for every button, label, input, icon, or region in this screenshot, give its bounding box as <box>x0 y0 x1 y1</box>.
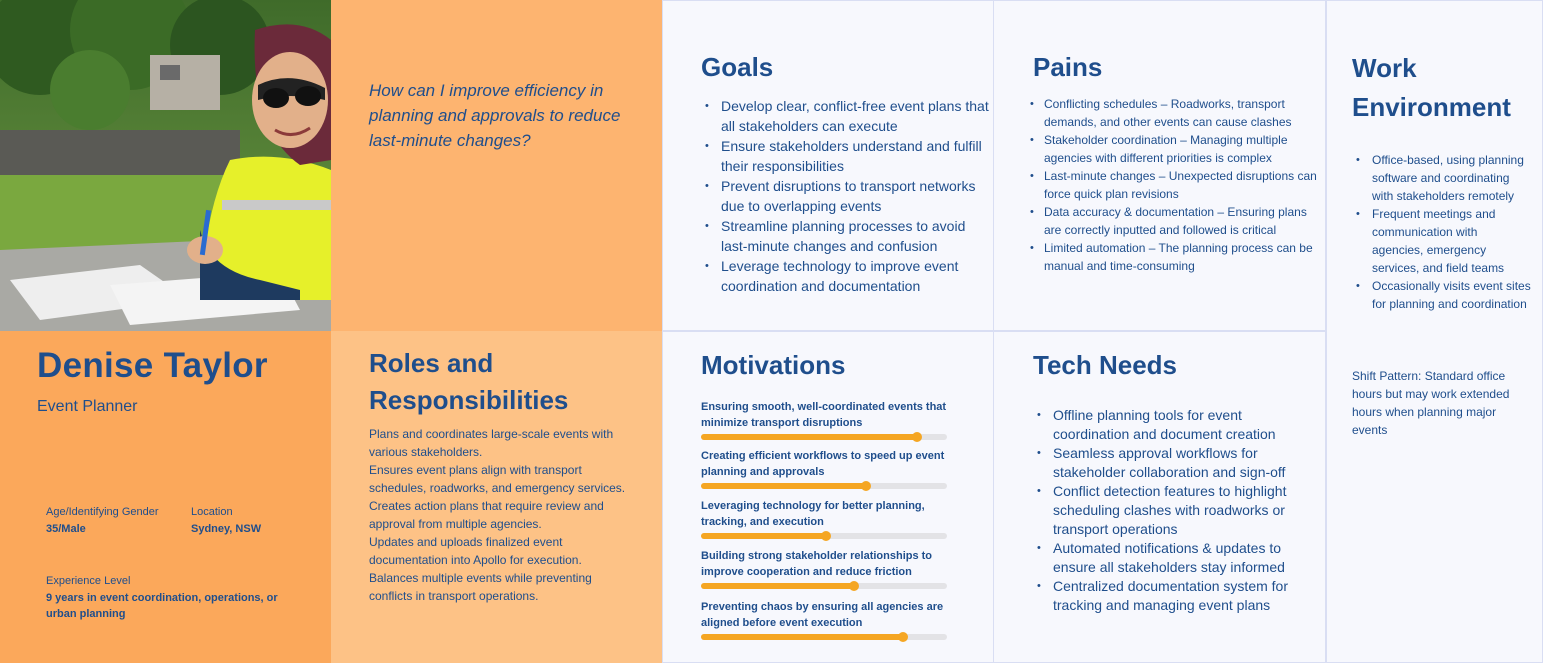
list-item: • Limited automation – The planning process can be manual and time-consuming <box>1026 239 1321 275</box>
roles-title: Roles and Responsibilities <box>369 348 569 415</box>
list-item: • Streamline planning processes to avoid last-minute changes and confusion <box>701 216 991 256</box>
list-item: Plans and coordinates large-scale events with various stakeholders. <box>369 427 614 459</box>
persona-name: Denise Taylor <box>37 346 268 385</box>
motivation-bar-fill <box>701 434 917 440</box>
list-item: Ensures event plans align with transport schedules, roadworks, and emergency services. <box>369 463 626 495</box>
profile-panel <box>0 331 331 663</box>
tech-needs-list <box>1033 406 1313 615</box>
motivation-label: Preventing chaos by ensuring all agencies are aligned before event execution <box>701 601 944 629</box>
motivation-bar <box>701 434 947 440</box>
motivation-bar-fill <box>701 483 866 489</box>
list-item: • Office-based, using planning software and coordinating with stakeholders remotely <box>1352 151 1532 205</box>
work-environment-title: Work Environment <box>1352 53 1511 122</box>
motivation-item <box>701 448 961 489</box>
motivation-bar-fill <box>701 634 903 640</box>
motivations-panel <box>662 331 994 663</box>
list-item: • Ensure stakeholders understand and fulfill their responsibilities <box>701 136 991 176</box>
persona-photo <box>0 0 331 331</box>
list-item: • Occasionally visits event sites for planning and coordination <box>1352 277 1532 313</box>
list-item: • Frequent meetings and communication with agencies, emergency services, and field teams <box>1352 205 1532 277</box>
experience-value: 9 years in event coordination, operations, or urban planning <box>46 592 278 620</box>
age-gender-label: Age/Identifying Gender <box>46 506 159 518</box>
experience-label: Experience Level <box>46 575 131 587</box>
goals-title: Goals <box>701 52 774 82</box>
list-item: • Last-minute changes – Unexpected disruptions can force quick plan revisions <box>1026 167 1321 203</box>
key-question-panel <box>331 0 662 331</box>
motivation-bar-knob <box>821 531 831 541</box>
motivation-label: Ensuring smooth, well-coordinated events that minimize transport disruptions <box>701 401 947 429</box>
list-item: • Offline planning tools for event coordination and document creation <box>1033 406 1313 444</box>
shift-pattern: Shift Pattern: Standard office hours but may work extended hours when planning major events <box>1352 369 1510 437</box>
motivation-label: Building strong stakeholder relationships to improve cooperation and reduce friction <box>701 550 933 578</box>
pains-title: Pains <box>1033 52 1103 82</box>
pains-list <box>1026 95 1321 275</box>
motivation-bar-knob <box>861 481 871 491</box>
list-item: • Develop clear, conflict-free event plans that all stakeholders can execute <box>701 96 991 136</box>
list-item: Balances multiple events while preventing conflicts in transport operations. <box>369 571 592 603</box>
motivation-bar-knob <box>898 632 908 642</box>
location-label: Location <box>191 506 233 518</box>
tech-needs-panel <box>993 331 1326 663</box>
motivations-title: Motivations <box>701 350 846 380</box>
motivation-bar <box>701 533 947 539</box>
list-item: • Stakeholder coordination – Managing multiple agencies with different priorities is complex <box>1026 131 1321 167</box>
motivation-bar <box>701 634 947 640</box>
list-item: Creates action plans that require review and approval from multiple agencies. <box>369 499 604 531</box>
motivation-bar-knob <box>912 432 922 442</box>
goals-panel <box>662 0 994 331</box>
motivation-bar <box>701 583 947 589</box>
motivation-bar-fill <box>701 583 854 589</box>
list-item: • Prevent disruptions to transport networks due to overlapping events <box>701 176 991 216</box>
motivation-item <box>701 399 961 440</box>
list-item: Updates and uploads finalized event documentation into Apollo for execution. <box>369 535 582 567</box>
roles-list <box>369 425 631 605</box>
work-environment-list <box>1352 151 1532 313</box>
motivation-bar <box>701 483 947 489</box>
list-item: • Automated notifications & updates to ensure all stakeholders stay informed <box>1033 539 1313 577</box>
list-item: • Data accuracy & documentation – Ensuring plans are correctly inputted and followed is critical <box>1026 203 1321 239</box>
list-item: • Conflict detection features to highlight scheduling clashes with roadworks or transport operations <box>1033 482 1313 539</box>
list-item: • Leverage technology to improve event coordination and documentation <box>701 256 991 296</box>
goals-list <box>701 96 991 296</box>
tech-needs-title: Tech Needs <box>1033 350 1178 380</box>
motivation-label: Leveraging technology for better planning, tracking, and execution <box>701 500 925 528</box>
key-question: How can I improve efficiency in planning and approvals to reduce last-minute changes? <box>369 81 621 150</box>
persona-photo-illustration <box>0 0 331 331</box>
roles-panel <box>331 331 662 663</box>
pains-panel <box>993 0 1326 331</box>
motivation-item <box>701 498 961 539</box>
list-item: • Centralized documentation system for tracking and managing event plans <box>1033 577 1313 615</box>
motivation-label: Creating efficient workflows to speed up event planning and approvals <box>701 450 945 478</box>
motivation-bar-knob <box>849 581 859 591</box>
motivation-item <box>701 599 961 640</box>
motivation-item <box>701 548 961 589</box>
work-environment-panel <box>1326 0 1543 663</box>
location-value: Sydney, NSW <box>191 523 262 535</box>
list-item: • Seamless approval workflows for stakeholder collaboration and sign-off <box>1033 444 1313 482</box>
motivation-bar-fill <box>701 533 826 539</box>
list-item: • Conflicting schedules – Roadworks, transport demands, and other events can cause clashes <box>1026 95 1321 131</box>
age-gender-value: 35/Male <box>46 523 86 535</box>
persona-role: Event Planner <box>37 398 138 415</box>
